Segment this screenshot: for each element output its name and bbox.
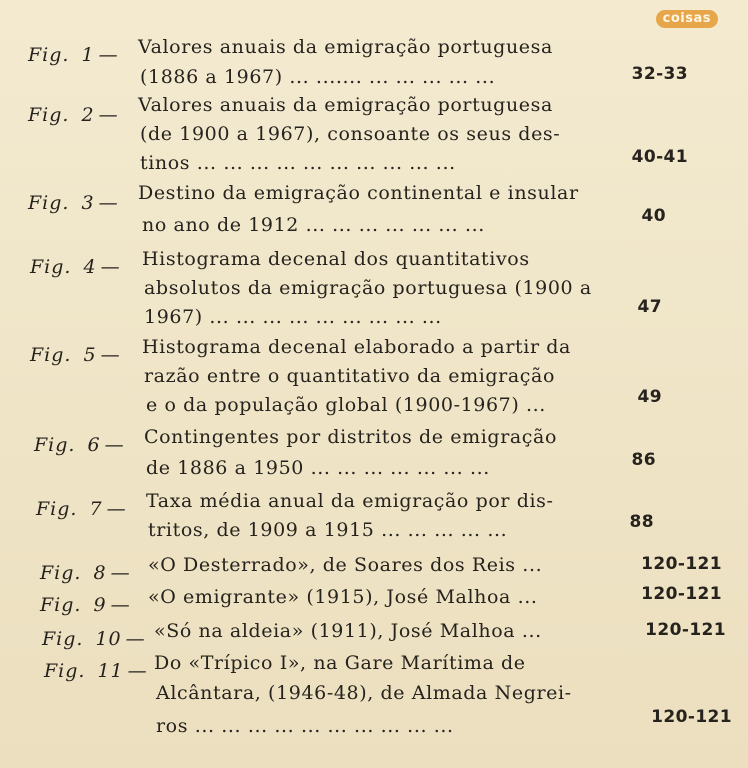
figure-label: Fig. 2 — <box>28 104 119 126</box>
figure-title-line: tinos ... ... ... ... ... ... ... ... ... ... <box>140 152 456 174</box>
page-reference: 49 <box>637 387 662 407</box>
figure-title-line: Histograma decenal elaborado a partir da <box>142 336 571 358</box>
fig-prefix: Fig. <box>28 192 70 214</box>
figure-title-line: de 1886 a 1950 ... ... ... ... ... ... ... <box>146 457 490 479</box>
figure-label: Fig. 11 — <box>44 660 148 682</box>
figure-title-line: Taxa média anual da emigração por dis- <box>146 490 554 512</box>
fig-prefix: Fig. <box>30 344 72 366</box>
figure-title-line: e o da população global (1900-1967) ... <box>146 394 546 416</box>
fig-prefix: Fig. <box>36 498 78 520</box>
fig-prefix: Fig. <box>40 594 82 616</box>
page-reference: 120-121 <box>645 620 726 640</box>
figure-label: Fig. 10 — <box>42 628 146 650</box>
fig-prefix: Fig. <box>30 256 72 278</box>
figure-entry-2 <box>28 94 718 174</box>
watermark-badge: coisas <box>656 10 718 28</box>
figure-title-line: (1886 a 1967) ... ....... ... ... ... ... ... <box>140 66 496 88</box>
figure-label: Fig. 4 — <box>30 256 121 278</box>
page-reference: 40-41 <box>631 147 688 167</box>
figure-title-line: «O Desterrado», de Soares dos Reis ... <box>148 554 543 576</box>
figure-label: Fig. 8 — <box>40 562 131 584</box>
fig-number: 3 <box>81 192 95 214</box>
figure-title-line: Valores anuais da emigração portuguesa <box>138 36 553 58</box>
fig-number: 4 <box>83 256 97 278</box>
figure-title-line: «Só na aldeia» (1911), José Malhoa ... <box>154 620 542 642</box>
figure-title-line: «O emigrante» (1915), José Malhoa ... <box>148 586 538 608</box>
figure-entry-10 <box>42 620 726 650</box>
figure-title-line: tritos, de 1909 a 1915 ... ... ... ... ... <box>148 519 508 541</box>
page-reference: 47 <box>637 297 662 317</box>
figure-title-line: Destino da emigração continental e insular <box>138 182 579 204</box>
fig-number: 6 <box>87 434 101 456</box>
page-reference: 40 <box>641 206 666 226</box>
figure-title-line: no ano de 1912 ... ... ... ... ... ... ... <box>142 214 485 236</box>
fig-number: 9 <box>93 594 107 616</box>
figure-title-line: Contingentes por distritos de emigração <box>144 426 558 448</box>
figure-entry-5 <box>30 336 720 416</box>
figure-label: Fig. 9 — <box>40 594 131 616</box>
fig-number: 11 <box>97 660 124 682</box>
figure-entry-9 <box>40 584 720 614</box>
figure-entry-4 <box>30 246 720 326</box>
page-reference: 120-121 <box>641 584 722 604</box>
fig-number: 2 <box>81 104 95 126</box>
fig-prefix: Fig. <box>44 660 86 682</box>
fig-prefix: Fig. <box>28 104 70 126</box>
figure-label: Fig. 6 — <box>34 434 125 456</box>
fig-number: 8 <box>93 562 107 584</box>
figure-title-line: Do «Trípico I», na Gare Marítima de <box>154 652 526 674</box>
fig-prefix: Fig. <box>40 562 82 584</box>
fig-prefix: Fig. <box>42 628 84 650</box>
figure-title-line: Alcântara, (1946-48), de Almada Negrei- <box>156 682 572 704</box>
figure-title-line: Valores anuais da emigração portuguesa <box>138 94 553 116</box>
page-reference: 86 <box>631 450 656 470</box>
figure-title-line: absolutos da emigração portuguesa (1900 a <box>144 277 592 299</box>
figure-label: Fig. 3 — <box>28 192 119 214</box>
fig-prefix: Fig. <box>28 44 70 66</box>
figure-title-line: Histograma decenal dos quantitativos <box>142 248 530 270</box>
figure-title-line: ros ... ... ... ... ... ... ... ... ... ... <box>156 715 454 737</box>
page-reference: 32-33 <box>631 64 688 84</box>
page-reference: 120-121 <box>641 554 722 574</box>
fig-number: 1 <box>81 44 95 66</box>
page-reference: 88 <box>629 512 654 532</box>
figure-label: Fig. 7 — <box>36 498 127 520</box>
fig-number: 5 <box>83 344 97 366</box>
fig-number: 7 <box>89 498 103 520</box>
figure-title-line: (de 1900 a 1967), consoante os seus des- <box>140 123 561 145</box>
figure-title-line: 1967) ... ... ... ... ... ... ... ... ... <box>144 306 442 328</box>
fig-number: 10 <box>95 628 122 650</box>
figure-entry-8 <box>40 554 720 584</box>
figure-label: Fig. 1 — <box>28 44 119 66</box>
figure-entry-11 <box>44 652 732 752</box>
figure-title-line: razão entre o quantitativo da emigração <box>144 365 555 387</box>
page-reference: 120-121 <box>651 707 732 727</box>
figure-label: Fig. 5 — <box>30 344 121 366</box>
fig-prefix: Fig. <box>34 434 76 456</box>
